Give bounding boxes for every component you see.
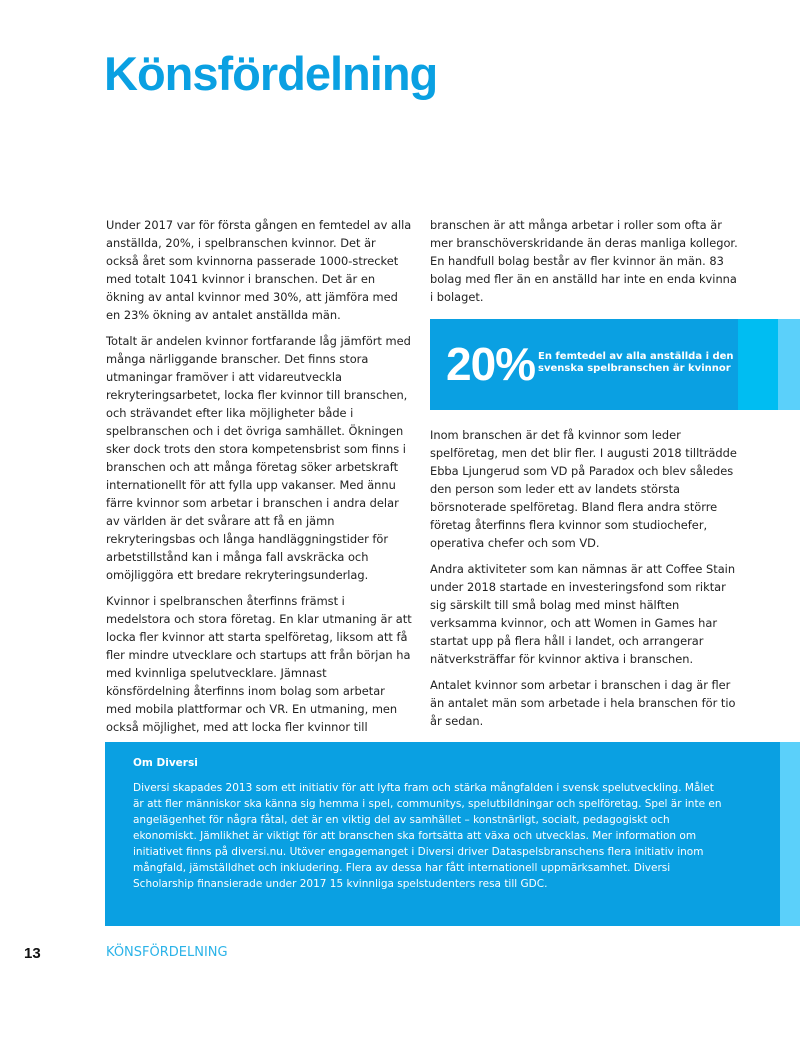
callout-text: En femtedel av alla anställda i den svenska spelbranschen är kvinnor [538,351,734,374]
infobox-content [133,756,723,892]
body-paragraph: Inom branschen är det få kvinnor som leder spelföretag, men det blir fler. I augusti 2018 tillträdde Ebba Ljungerud som VD på Paradox och blev således den person som leder ett av landets största börsnoterade spelföretag. Bland flera andra större företag återfinns flera kvinnor som studiochefer, operativa chefer och som VD. [430,428,737,550]
body-paragraph: branschen är att många arbetar i roller som ofta är mer branschöverskridande än deras manliga kollegor. En handfull bolag består av fler kvinnor än män. 83 bolag med fler än en anställd har inte en enda kvinna i bolaget. [430,218,738,304]
body-paragraph: Kvinnor i spelbranschen återfinns främst i medelstora och stora företag. En klar utmaning är att locka fler kvinnor att starta spelföretag, liksom att få fler mindre utvecklare och startups att från början ha med kvinnliga spelutvecklare. Jämnast könsfördelning återfinns inom bolag som arbetar med mobila plattformar och VR. En utmaning, men också möjlighet, med att locka fler kvinnor till [106,594,412,734]
stat-callout [430,319,738,410]
body-paragraph: Andra aktiviteter som kan nämnas är att Coffee Stain under 2018 startade en investeringsfond som riktar sig särskilt till små bolag med minst hälften verksamma kvinnor, och att Women in Games har startat upp på flera håll i landet, och arrangerar nätverksträffar för kvinnor aktiva i branschen. [430,562,736,666]
infobox-accent-band [780,742,800,926]
callout-accent-band [738,319,778,410]
infobox-heading: Om Diversi [133,757,198,769]
left-column [106,216,412,744]
callout-percent: 20% [446,338,536,390]
right-column-bottom [430,426,740,738]
body-paragraph: Totalt är andelen kvinnor fortfarande låg jämfört med många närliggande branscher. Det finns stora utmaningar framöver i att vidareutveckla rekryteringsarbetet, locka fler kvinnor till branschen, och strävandet efter lika möjligheter både i spelbranschen och i det övriga samhället. Ökningen sker dock trots den stora kompetensbrist som finns i branschen och att många företag söker arbetskraft internationellt för att fylla upp vakanser. Med ännu färre kvinnor som arbetar i branschen i andra delar av världen är det svårare att få en jämn rekryteringsbas och långa handläggningstider för arbetstillstånd kan i många fall avskräcka och omöjliggöra ett bredare rekryteringsunderlag. [106,334,411,582]
page-title: Könsfördelning [104,47,438,100]
right-column-top [430,216,740,314]
about-diversi-box [105,742,780,926]
running-head: KÖNSFÖRDELNING [106,945,228,960]
page-number: 13 [24,945,41,962]
body-paragraph: Under 2017 var för första gången en femtedel av alla anställda, 20%, i spelbranschen kvinnor. Det är också året som kvinnorna passerade 1000-strecket med totalt 1041 kvinnor i branschen. Det är en ökning av antal kvinnor med 30%, att jämföra med en 23% ökning av antalet anställda män. [106,218,412,322]
infobox-body: Diversi skapades 2013 som ett initiativ för att lyfta fram och stärka mångfalden i svensk spelutveckling. Målet är att fler människor ska känna sig hemma i spel, communitys, spelutbildningar och spelföretag. Spel är inte en angelägenhet för några fåtal, det är en viktig del av samhället – konstnärligt, socialt, pedagogiskt och ekonomiskt. Jämlikhet är viktigt för att branschen ska fortsätta att växa och utvecklas. Mer information om initiativet finns på diversi.nu. Utöver engagemanget i Diversi driver Dataspelsbranschens flera initiativ inom mångfald, jämställdhet och inkludering. Flera av dessa har fått internationell uppmärksamhet. Diversi Scholarship finansierade under 2017 15 kvinnliga spelstudenters resa till GDC. [133,782,722,890]
callout-accent-band-pale [778,319,800,410]
body-paragraph: Antalet kvinnor som arbetar i branschen i dag är fler än antalet män som arbetade i hela branschen för tio år sedan. [430,678,736,728]
